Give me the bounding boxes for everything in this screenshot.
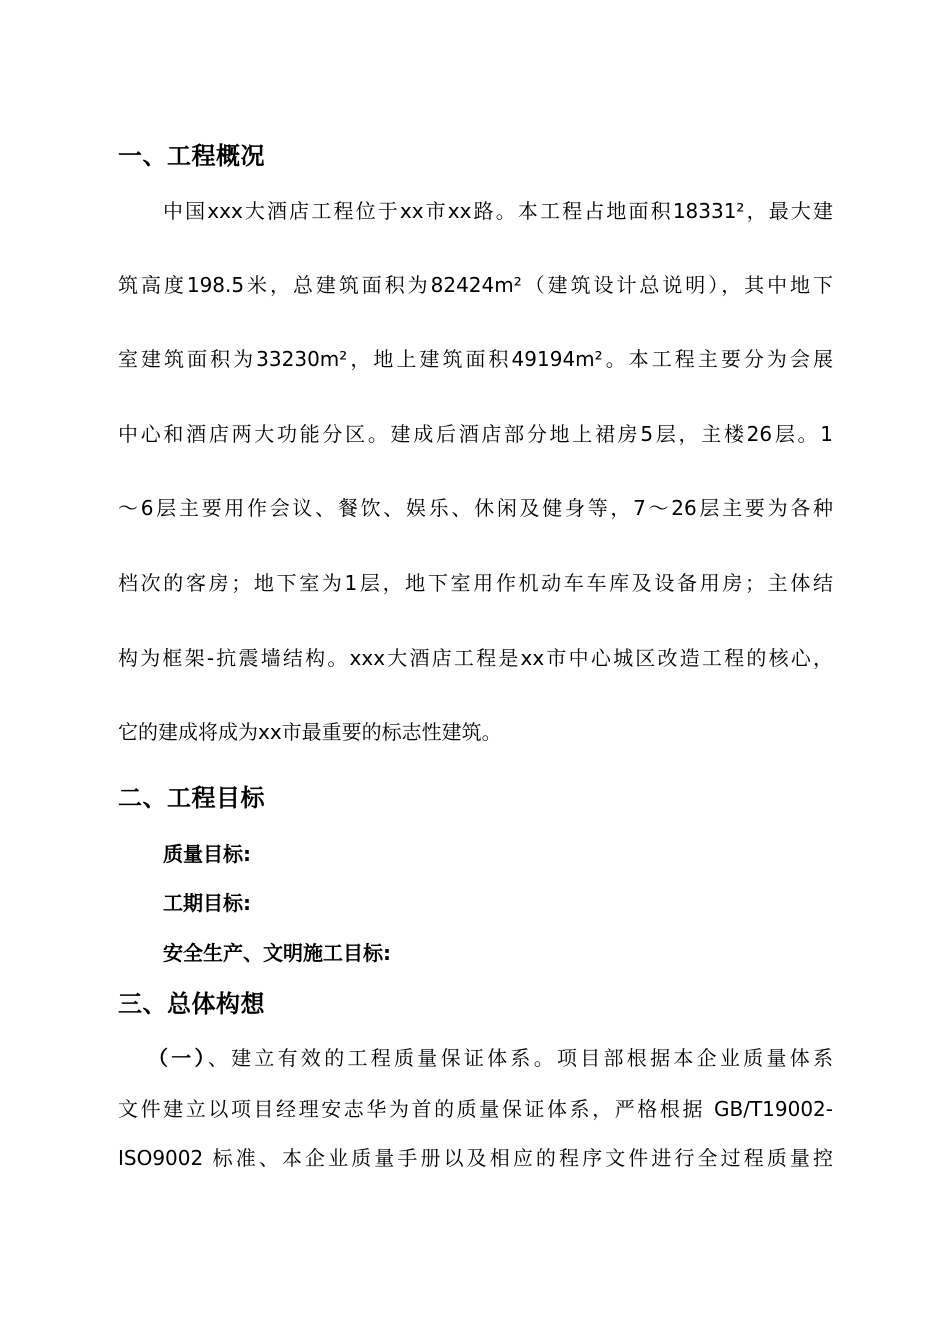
concept-item-number: （一） [148, 1046, 208, 1070]
overview-line-2: 筑高度198.5米，总建筑面积为82424m²（建筑设计总说明），其中地下 [118, 273, 833, 297]
schedule-goal-label: 工期目标: [163, 891, 251, 915]
overview-line-5: ～6层主要用作会议、餐饮、娱乐、休闲及健身等，7～26层主要为各种 [118, 496, 833, 520]
section-heading-goals: 二、工程目标 [118, 784, 265, 812]
section-heading-overview: 一、工程概况 [118, 142, 265, 170]
section-heading-concept: 三、总体构想 [118, 990, 265, 1018]
overview-line-8: 它的建成将成为xx市最重要的标志性建筑。 [118, 720, 502, 744]
concept-line-2: 文件建立以项目经理安志华为首的质量保证体系，严格根据 GB/T19002- [118, 1097, 833, 1121]
overview-line-4: 中心和酒店两大功能分区。建成后酒店部分地上裙房5层，主楼26层。1 [118, 422, 833, 446]
safety-goal-label: 安全生产、文明施工目标: [163, 941, 391, 965]
overview-line-3: 室建筑面积为33230m²，地上建筑面积49194m²。本工程主要分为会展 [118, 347, 833, 371]
concept-line-1 [148, 1042, 833, 1071]
overview-line-7: 构为框架-抗震墙结构。xxx大酒店工程是xx市中心城区改造工程的核心， [118, 646, 833, 670]
overview-line-6: 档次的客房；地下室为1层，地下室用作机动车车库及设备用房；主体结 [118, 571, 833, 595]
overview-line-1: 中国xxx大酒店工程位于xx市xx路。本工程占地面积18331²，最大建 [163, 199, 833, 223]
quality-goal-label: 质量目标: [163, 842, 251, 866]
concept-line-1-text: 、建立有效的工程质量保证体系。项目部根据本企业质量体系 [207, 1046, 834, 1070]
concept-line-3: ISO9002 标准、本企业质量手册以及相应的程序文件进行全过程质量控 [118, 1146, 833, 1170]
